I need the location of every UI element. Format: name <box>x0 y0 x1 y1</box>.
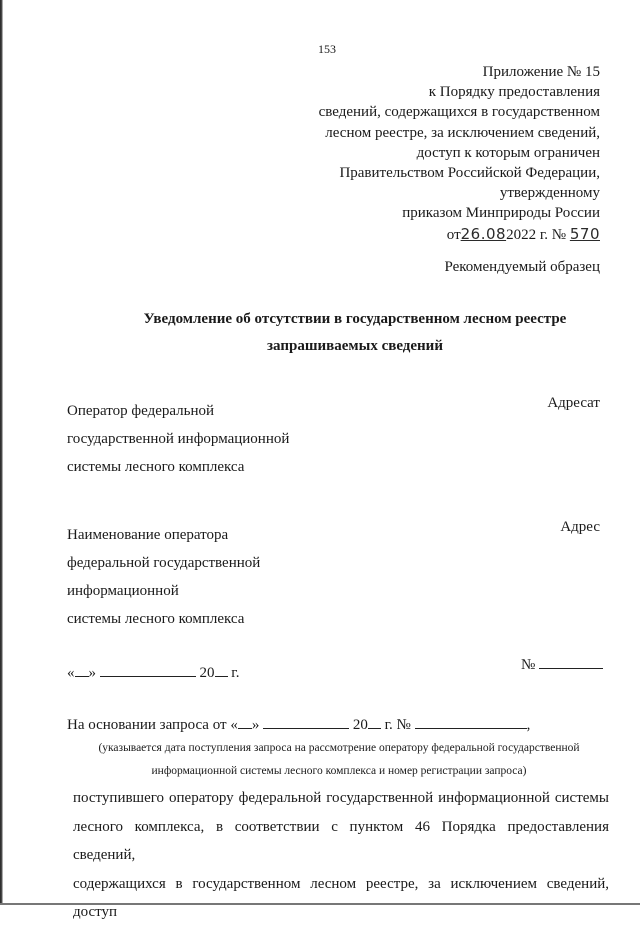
appendix-line: Правительством Российской Федерации, <box>339 165 600 182</box>
month-blank <box>100 662 196 677</box>
body-line: поступившего оператору федеральной государственной информационной системы <box>73 790 609 806</box>
hint-line: (указывается дата поступления запроса на рассмотрение оператору федеральной государственной <box>98 742 580 754</box>
request-number-blank <box>415 714 527 729</box>
sender-line: государственной информационной <box>67 431 290 447</box>
number-sign: № <box>520 657 536 673</box>
notice-number-line <box>521 654 603 674</box>
handwritten-date: 26.08 <box>460 224 507 243</box>
date-open-quote: « <box>67 665 75 681</box>
sender-block <box>67 397 289 481</box>
handwritten-order-number: 570 <box>569 224 600 243</box>
request-basis-line <box>67 714 530 734</box>
notice-date-line <box>67 662 239 682</box>
title-line: Уведомление об отсутствии в государственном лесном реестре <box>143 311 567 327</box>
day-blank <box>75 662 89 677</box>
appendix-line: лесном реестре, за исключением сведений, <box>325 124 600 141</box>
body-line: содержащихся в государственном лесном реестре, за исключением сведений, доступ <box>73 875 609 920</box>
basis-end: , <box>526 717 531 733</box>
request-year-blank <box>368 714 381 729</box>
appendix-line: к Порядку предоставления <box>428 84 600 101</box>
order-date-prefix: от <box>446 226 461 243</box>
operator-name-line: федеральной государственной <box>67 555 261 571</box>
basis-prefix: На основании запроса от « <box>67 717 238 733</box>
year-suffix: г. <box>231 665 240 681</box>
basis-year-suffix: г. № <box>384 717 411 733</box>
appendix-line: приказом Минприроды России <box>402 205 600 222</box>
year-blank <box>215 662 228 677</box>
number-blank <box>539 654 603 669</box>
document-title <box>60 306 640 360</box>
basis-close-quote: » <box>251 717 260 733</box>
operator-name-block <box>67 521 260 633</box>
hint-line: информационной системы лесного комплекса и номер регистрации запроса) <box>151 765 527 777</box>
request-hint <box>66 737 612 783</box>
order-date-line <box>270 224 600 245</box>
operator-name-line: системы лесного комплекса <box>67 611 245 627</box>
body-line: лесного комплекса, в соответствии с пунктом 46 Порядка предоставления сведений, <box>73 818 609 863</box>
basis-year-prefix: 20 <box>352 717 368 733</box>
year-prefix: 20 <box>199 665 215 681</box>
request-month-blank <box>263 714 349 729</box>
operator-name-line: Наименование оператора <box>67 527 229 543</box>
appendix-line: Приложение № 15 <box>482 64 600 80</box>
page-number: 153 <box>318 42 336 56</box>
address-label: Адрес <box>560 519 600 535</box>
appendix-header <box>270 62 600 245</box>
appendix-line: утвержденному <box>499 185 600 202</box>
body-paragraph <box>73 784 609 927</box>
appendix-line: доступ к которым ограничен <box>416 144 600 161</box>
request-day-blank <box>238 714 252 729</box>
operator-name-line: информационной <box>67 583 179 599</box>
scan-left-edge <box>0 0 3 905</box>
title-line: запрашиваемых сведений <box>267 338 443 354</box>
sender-line: Оператор федеральной <box>67 403 215 419</box>
addressee-label: Адресат <box>547 395 600 411</box>
recommended-sample-label: Рекомендуемый образец <box>444 259 600 275</box>
order-date-suffix: 2022 г. № <box>506 226 567 243</box>
appendix-line: сведений, содержащихся в государственном <box>318 104 600 121</box>
sender-line: системы лесного комплекса <box>67 459 245 475</box>
date-close-quote: » <box>88 665 96 681</box>
